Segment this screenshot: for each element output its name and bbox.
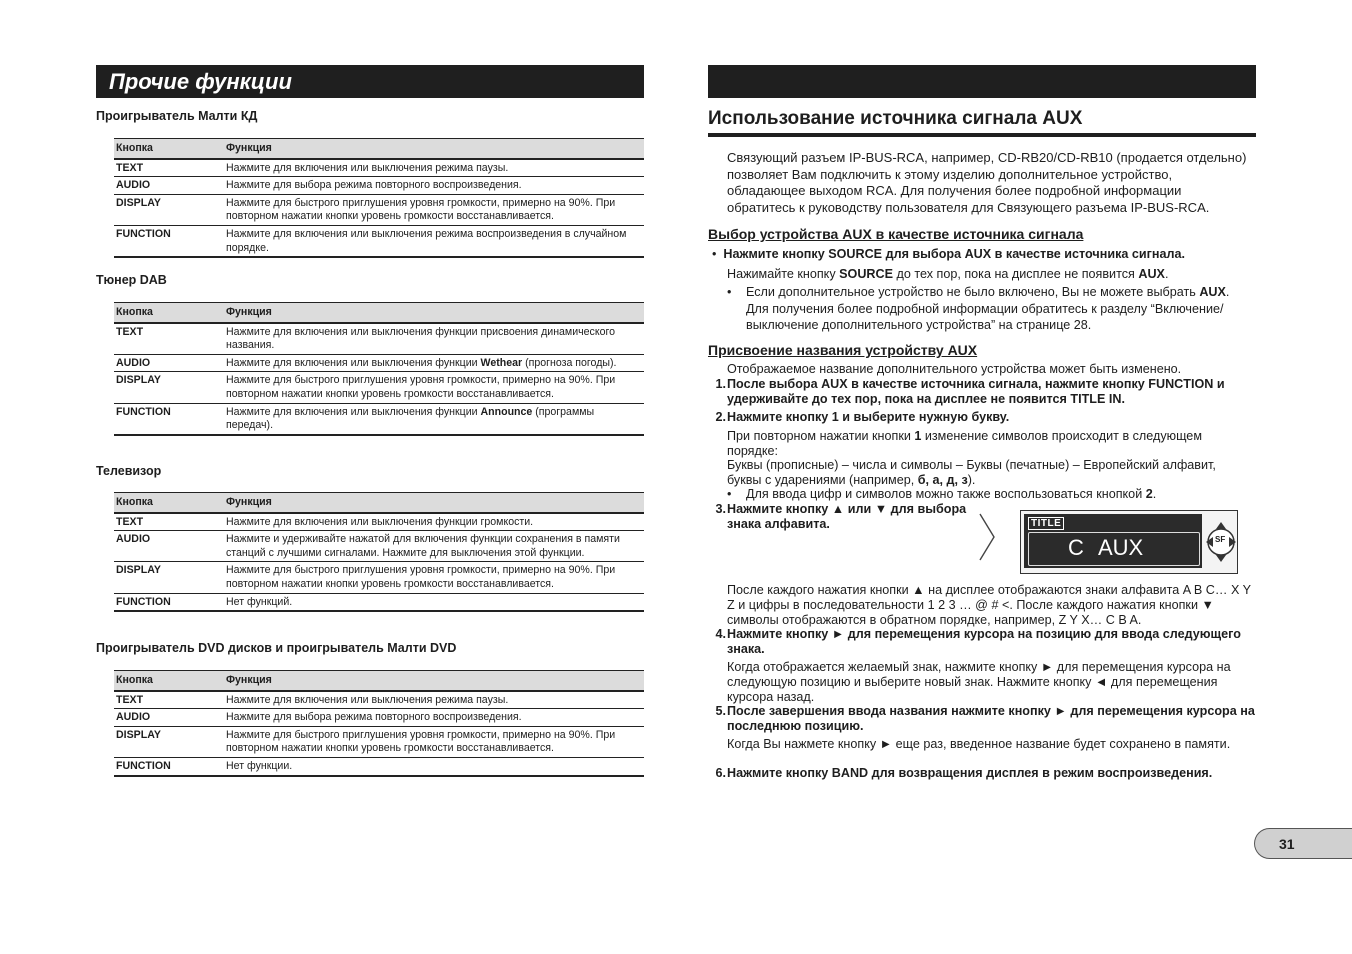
- function-cell: Нажмите для включения или выключения функции Wethear (прогноза погоды).: [224, 354, 644, 372]
- column-header-key: Кнопка: [114, 139, 224, 159]
- function-cell: Нажмите для быстрого приглушения уровня громкости, примерно на 90%. При повторном нажатии кнопки уровень громкости восстанавливается.: [224, 726, 644, 757]
- button-key-cell: FUNCTION: [114, 757, 224, 775]
- button-key-cell: AUDIO: [114, 531, 224, 562]
- table-row: [114, 726, 644, 757]
- step-4-paragraph: Когда отображается желаемый знак, нажмите кнопку ► для перемещения курсора на следующую позицию и выберите новый знак. Нажмите кнопку ◄ для перемещения курсора назад.: [727, 660, 1231, 704]
- chevron-right-icon: [978, 512, 998, 562]
- table-row: [114, 531, 644, 562]
- function-cell: Нажмите для включения или выключения режима паузы.: [224, 691, 644, 709]
- lcd-display: [1020, 510, 1238, 574]
- column-header-function: Функция: [224, 139, 644, 159]
- function-cell: Нажмите для включения или выключения режима паузы.: [224, 159, 644, 177]
- button-key-cell: DISPLAY: [114, 194, 224, 225]
- heading-rule: [708, 133, 1256, 137]
- column-header-function: Функция: [224, 493, 644, 513]
- function-cell: Нажмите и удерживайте нажатой для включения функции сохранения в памяти станций с лучшими сигналами. Нажмите для выключения этой функции.: [224, 531, 644, 562]
- source-note: • Если дополнительное устройство не было включено, Вы не можете выбрать AUX. Для получения более подробной информации обратитесь к разделу “Включение/выключение дополнительного устройства” на странице 28.: [727, 285, 1230, 332]
- table-row: [114, 225, 644, 257]
- subheading-naming: Присвоение названия устройству AUX: [708, 342, 978, 358]
- button-key-cell: TEXT: [114, 513, 224, 531]
- table-row: [114, 757, 644, 775]
- table-row: [114, 513, 644, 531]
- table-heading: Проигрыватель Малти КД: [96, 109, 258, 123]
- function-cell: Нет функций.: [224, 593, 644, 611]
- function-table: [114, 492, 644, 612]
- table-row: [114, 194, 644, 225]
- page-number: 31: [1254, 828, 1352, 859]
- column-header-key: Кнопка: [114, 303, 224, 323]
- button-key-cell: AUDIO: [114, 177, 224, 195]
- step-5-paragraph: Когда Вы нажмете кнопку ► еще раз, введенное название будет сохранено в памяти.: [727, 737, 1231, 751]
- column-header-function: Функция: [224, 303, 644, 323]
- step-2: 2. Нажмите кнопку 1 и выберите нужную букву.: [715, 410, 1010, 424]
- step-5: 5. После завершения ввода названия нажмите кнопку ► для перемещения курсора на последнюю позицию.: [715, 704, 1255, 733]
- table-row: [114, 709, 644, 727]
- button-key-cell: TEXT: [114, 691, 224, 709]
- bullet-source: • Нажмите кнопку SOURCE для выбора AUX в качестве источника сигнала.: [712, 247, 1185, 261]
- button-key-cell: TEXT: [114, 159, 224, 177]
- table-heading: Тюнер DAB: [96, 273, 167, 287]
- function-cell: Нет функции.: [224, 757, 644, 775]
- function-table: [114, 670, 644, 777]
- step-1: 1. После выбора AUX в качестве источника сигнала, нажмите кнопку FUNCTION и удерживайте до тех пор, пока на дисплее не появится TITLE IN.: [715, 377, 1225, 406]
- function-table: [114, 302, 644, 436]
- button-key-cell: AUDIO: [114, 709, 224, 727]
- step-3-paragraph: После каждого нажатия кнопки ▲ на дисплее отображаются знаки алфавита A B C… X Y Z и цифры в последовательности 1 2 3 … @ # <. После каждого нажатия кнопки ▼ символы отображаются в обратном порядке, например, Z Y X… C B A.: [727, 583, 1251, 627]
- table-row: [114, 159, 644, 177]
- column-header-key: Кнопка: [114, 493, 224, 513]
- function-cell: Нажмите для включения или выключения функции громкости.: [224, 513, 644, 531]
- table-row: [114, 562, 644, 593]
- step-6: 6. Нажмите кнопку BAND для возвращения дисплея в режим воспроизведения.: [715, 766, 1213, 780]
- step-2-order: При повторном нажатии кнопки 1 изменение символов происходит в следующем порядке:: [727, 429, 1202, 458]
- button-key-cell: TEXT: [114, 323, 224, 355]
- button-key-cell: DISPLAY: [114, 726, 224, 757]
- section-title: Прочие функции: [109, 69, 292, 94]
- function-cell: Нажмите для включения или выключения режима воспроизведения в случайном порядке.: [224, 225, 644, 257]
- header-bar: [708, 65, 1256, 98]
- function-cell: Нажмите для выбора режима повторного воспроизведения.: [224, 709, 644, 727]
- function-cell: Нажмите для включения или выключения функции присвоения динамического названия.: [224, 323, 644, 355]
- table-row: [114, 177, 644, 195]
- function-cell: Нажмите для быстрого приглушения уровня громкости, примерно на 90%. При повторном нажатии кнопки уровень громкости восстанавливается.: [224, 372, 644, 403]
- subheading-select-aux: Выбор устройства AUX в качестве источника сигнала: [708, 226, 1084, 242]
- section-title-bar: [96, 65, 644, 98]
- table-row: [114, 354, 644, 372]
- button-key-cell: AUDIO: [114, 354, 224, 372]
- button-key-cell: FUNCTION: [114, 593, 224, 611]
- button-key-cell: DISPLAY: [114, 562, 224, 593]
- function-cell: Нажмите для быстрого приглушения уровня громкости, примерно на 90%. При повторном нажатии кнопки уровень громкости восстанавливается.: [224, 562, 644, 593]
- step-3: 3. Нажмите кнопку ▲ или ▼ для выбора знака алфавита.: [715, 502, 967, 531]
- table-heading: Телевизор: [96, 464, 162, 478]
- button-key-cell: DISPLAY: [114, 372, 224, 403]
- intro-paragraph: Связующий разъем IP-BUS-RCA, например, CD-RB20/CD-RB10 (продается отдельно) позволяет Вам подключить к этому изделию дополнительное устройство, обладающее выходом RCA. Для получения более подробной информации обратитесь к руководству пользователя для Связующего разъема IP-BUS-RCA.: [727, 150, 1247, 215]
- function-cell: Нажмите для быстрого приглушения уровня громкости, примерно на 90%. При повторном нажатии кнопки уровень громкости восстанавливается.: [224, 194, 644, 225]
- function-table: [114, 138, 644, 258]
- lcd-cursor-char: C: [1068, 535, 1084, 560]
- lcd-title-label: TITLE: [1028, 517, 1064, 530]
- button-key-cell: FUNCTION: [114, 225, 224, 257]
- column-header-function: Функция: [224, 671, 644, 691]
- lcd-screen: [1024, 514, 1202, 568]
- naming-intro: Отображаемое название дополнительного устройства может быть изменено.: [727, 362, 1182, 376]
- lcd-name-text: AUX: [1098, 535, 1144, 560]
- function-cell: Нажмите для выбора режима повторного воспроизведения.: [224, 177, 644, 195]
- function-cell: Нажмите для включения или выключения функции Announce (программы передач).: [224, 403, 644, 435]
- table-row: [114, 593, 644, 611]
- column-header-key: Кнопка: [114, 671, 224, 691]
- step-4: 4. Нажмите кнопку ► для перемещения курсора на позицию для ввода следующего знака.: [715, 627, 1241, 656]
- table-heading: Проигрыватель DVD дисков и проигрыватель Малти DVD: [96, 641, 457, 655]
- lcd-button-label: SF: [1215, 535, 1226, 544]
- table-row: [114, 691, 644, 709]
- step-2-note: • Для ввода цифр и символов можно также воспользоваться кнопкой 2.: [727, 487, 1157, 501]
- table-row: [114, 372, 644, 403]
- table-row: [114, 403, 644, 435]
- button-key-cell: FUNCTION: [114, 403, 224, 435]
- source-paragraph: Нажимайте кнопку SOURCE до тех пор, пока на дисплее не появится AUX.: [727, 267, 1169, 281]
- table-row: [114, 323, 644, 355]
- step-2-sequence: Буквы (прописные) – числа и символы – Буквы (печатные) – Европейский алфавит, буквы с ударениями (например, б, а, д, з).: [727, 458, 1216, 487]
- page-heading: Использование источника сигнала AUX: [708, 108, 1083, 129]
